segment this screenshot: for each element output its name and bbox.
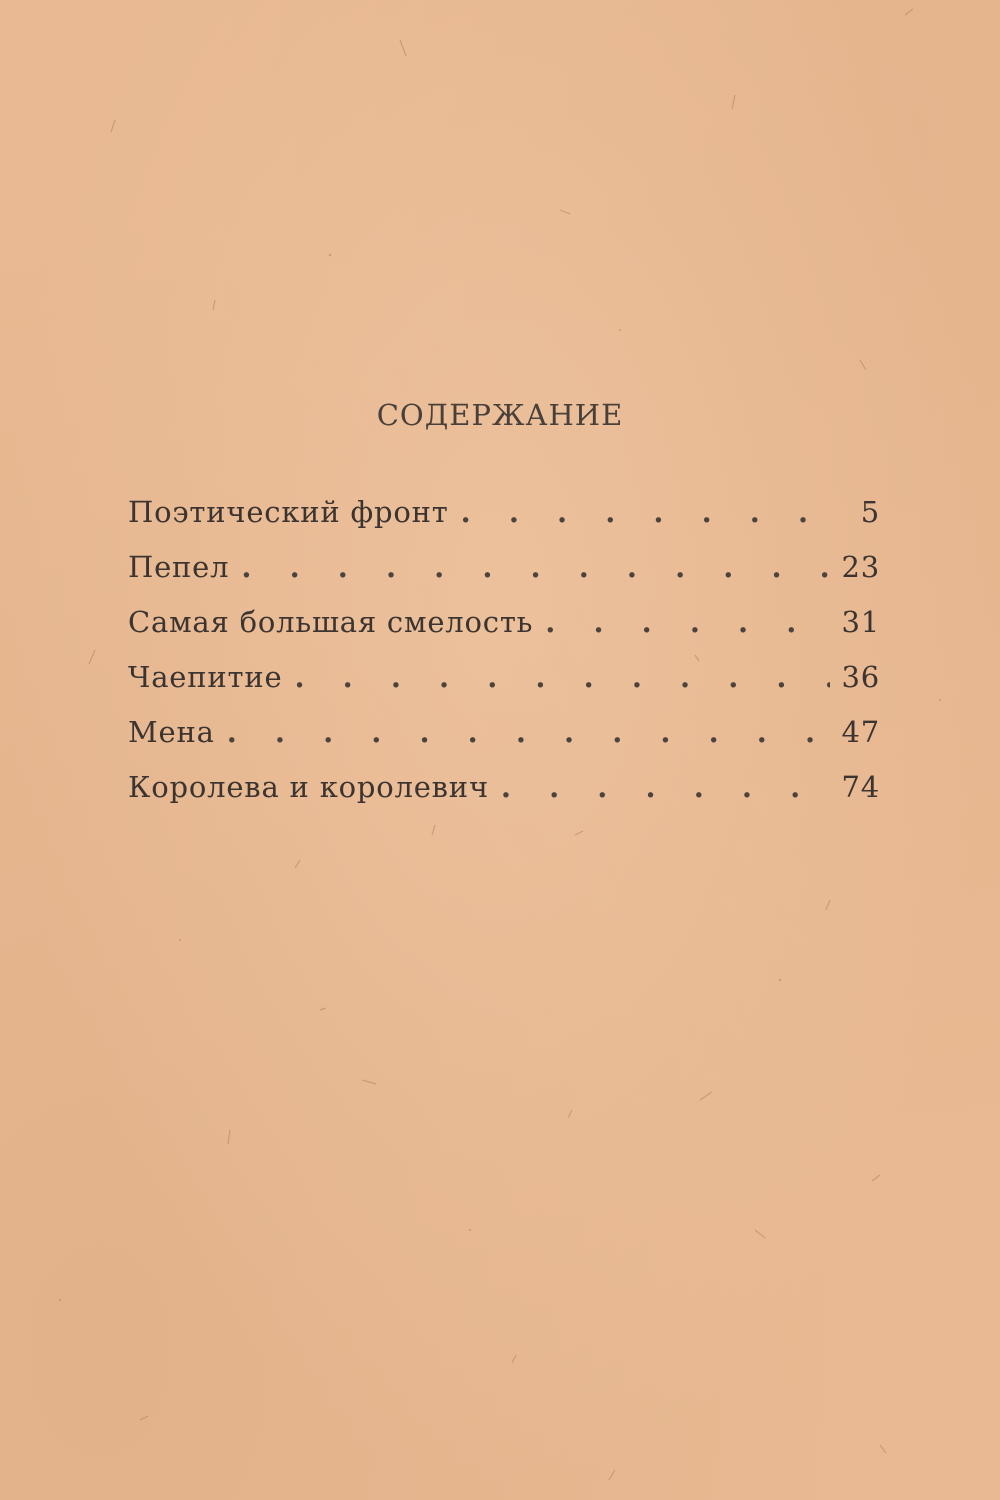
toc-entry-title: Чаепитие [128,660,283,694]
toc-entry [128,715,880,770]
toc-entry [128,605,880,660]
dot-leader [461,495,830,529]
toc-page-number: 36 [841,660,880,694]
toc-page-number: 31 [841,605,880,639]
toc-entry [128,550,880,605]
toc-heading: СОДЕРЖАНИЕ [376,398,624,432]
toc-entry [128,660,880,715]
toc-entry [128,495,880,550]
toc-page-number: 5 [860,495,880,529]
dot-leader [227,715,830,749]
dot-leader [294,660,830,694]
toc-entry-title: Пепел [128,550,230,584]
toc-page-number: 23 [841,550,880,584]
toc-entry-title: Самая большая смелость [128,605,534,639]
toc-page-number: 74 [841,770,880,804]
toc-entry-title: Мена [128,715,215,749]
toc-page-number: 47 [841,715,880,749]
toc-entry-title: Королева и королевич [128,770,489,804]
dot-leader [241,550,830,584]
toc-entry-title: Поэтический фронт [128,495,449,529]
toc-list [128,495,880,825]
dot-leader [545,605,830,639]
dot-leader [501,770,830,804]
toc-entry [128,770,880,825]
